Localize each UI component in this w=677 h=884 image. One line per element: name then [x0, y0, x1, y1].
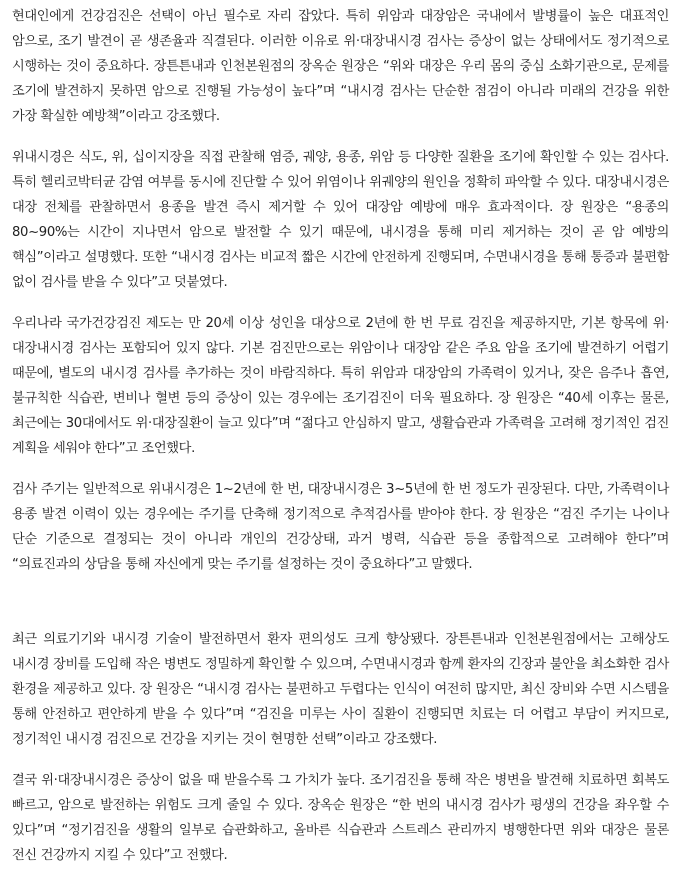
- paragraph-national-checkup: 우리나라 국가건강검진 제도는 만 20세 이상 성인을 대상으로 2년에 한 번 무료 검진을 제공하지만, 기본 항목에 위·대장내시경 검사는 포함되어 있지 않다. 기본 검진만으로는 위암이나 대장암 같은 주요 암을 조기에 발견하기 어렵기 때문에, 별도의 내시경 검사를 추가하는 것이 바람직하다. 특히 위암과 대장암의 가족력이 있거나, 잦은 음주나 흡연, 불규칙한 식습관, 변비나 혈변 등의 증상이 있는 경우에는 조기검진이 더욱 필요하다. 장 원장은 “40세 이후는 물론, 최근에는 30대에서도 위·대장질환이 늘고 있다”며 “젊다고 안심하지 말고, 생활습관과 가족력을 고려해 정기적인 검진 계획을 세워야 한다”고 조언했다.: [12, 316, 669, 456]
- paragraph-conclusion: 결국 위·대장내시경은 증상이 없을 때 받을수록 그 가치가 높다. 조기검진을 통해 작은 병변을 발견해 치료하면 회복도 빠르고, 암으로 발전하는 위험도 크게 줄일 수 있다. 장옥순 원장은 “한 번의 내시경 검사가 평생의 건강을 좌우할 수 있다”며 “정기검진을 생활의 일부로 습관화하고, 올바른 식습관과 스트레스 관리까지 병행한다면 위와 대장은 물론 전신 건강까지 지킬 수 있다”고 전했다.: [12, 773, 669, 863]
- article-body: [12, 4, 669, 884]
- paragraph-intro: 현대인에게 건강검진은 선택이 아닌 필수로 자리 잡았다. 특히 위암과 대장암은 국내에서 발병률이 높은 대표적인 암으로, 조기 발견이 곧 생존율과 직결된다. 이러한 이유로 위·대장내시경 검사는 증상이 없는 상태에서도 정기적으로 시행하는 것이 중요하다. 장튼튼내과 인천본원점의 장옥순 원장은 “위와 대장은 우리 몸의 중심 소화기관으로, 문제를 조기에 발견하지 못하면 암으로 진행될 가능성이 높다”며 “내시경 검사는 단순한 점검이 아니라 미래의 건강을 위한 가장 확실한 예방책”이라고 강조했다.: [12, 9, 669, 124]
- paragraph-exam-interval: 검사 주기는 일반적으로 위내시경은 1~2년에 한 번, 대장내시경은 3~5년에 한 번 정도가 권장된다. 다만, 가족력이나 용종 발견 이력이 있는 경우에는 주기를 단축해 정기적으로 추적검사를 받아야 한다. 장 원장은 “검진 주기는 나이나 단순 기준으로 결정되는 것이 아니라 개인의 건강상태, 과거 병력, 식습관 등을 종합적으로 고려해야 한다”며 “의료진과의 상담을 통해 자신에게 맞는 주기를 설정하는 것이 중요하다”고 말했다.: [12, 482, 669, 572]
- section-gap: [12, 593, 669, 627]
- paragraph-technology: 최근 의료기기와 내시경 기술이 발전하면서 환자 편의성도 크게 향상됐다. 장튼튼내과 인천본원점에서는 고해상도 내시경 장비를 도입해 작은 병변도 정밀하게 확인할 수 있으며, 수면내시경과 함께 환자의 긴장과 불안을 최소화한 검사 환경을 제공하고 있다. 장 원장은 “내시경 검사는 불편하고 두렵다는 인식이 여전히 많지만, 최신 장비와 수면 시스템을 통해 안전하고 편안하게 받을 수 있다”며 “검진을 미루는 사이 질환이 진행되면 치료는 더 어렵고 부담이 커지므로, 정기적인 내시경 검진으로 건강을 지키는 것이 현명한 선택”이라고 강조했다.: [12, 632, 669, 747]
- paragraph-endoscopy-types: 위내시경은 식도, 위, 십이지장을 직접 관찰해 염증, 궤양, 용종, 위암 등 다양한 질환을 조기에 확인할 수 있는 검사다. 특히 헬리코박터균 감염 여부를 동시에 진단할 수 있어 위염이나 위궤양의 원인을 정확히 파악할 수 있다. 대장내시경은 대장 전체를 관찰하면서 용종을 발견 즉시 제거할 수 있어 대장암 예방에 매우 효과적이다. 장 원장은 “용종의 80~90%는 시간이 지나면서 암으로 발전할 수 있기 때문에, 내시경을 통해 미리 제거하는 것이 곧 암 예방의 핵심”이라고 설명했다. 또한 “내시경 검사는 비교적 짧은 시간에 안전하게 진행되며, 수면내시경을 통해 통증과 불편함 없이 검사를 받을 수 있다”고 덧붙였다.: [12, 150, 669, 290]
